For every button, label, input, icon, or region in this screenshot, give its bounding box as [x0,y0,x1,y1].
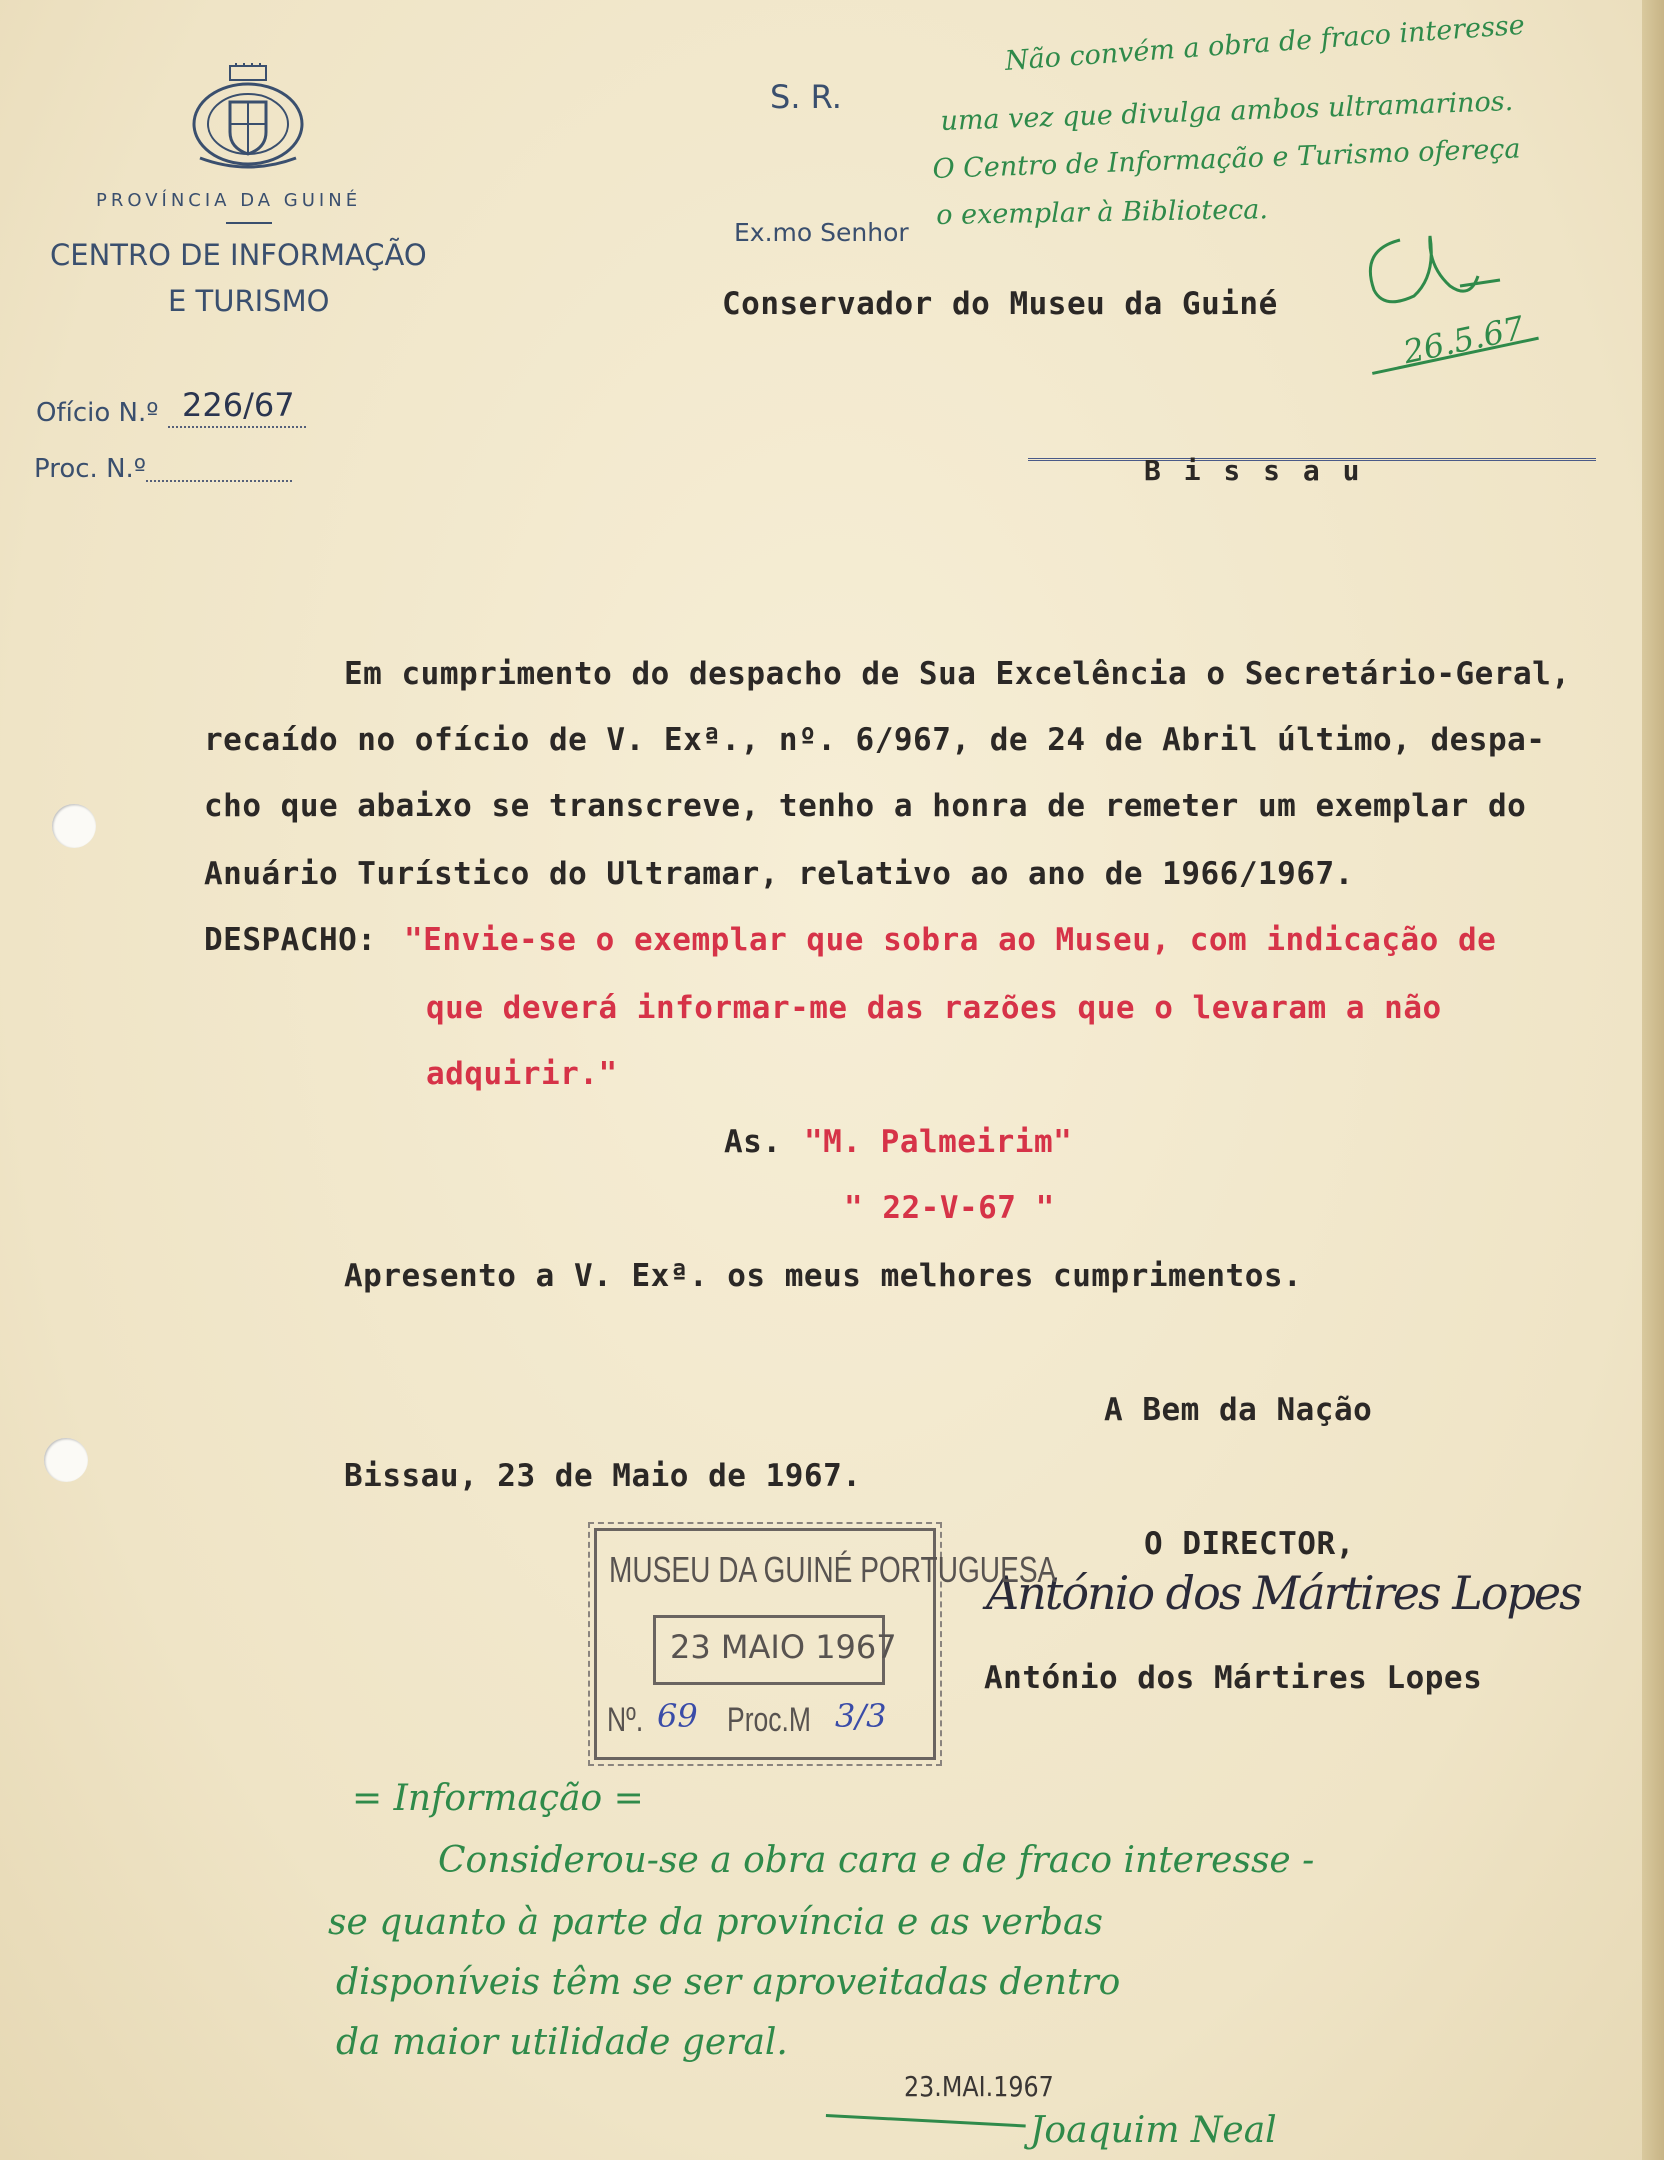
province-label: PROVÍNCIA DA GUINÉ [96,190,362,211]
bottom-signature: Joaquim Neal [1030,2110,1277,2151]
annotation-top-date: 26.5.67 [1400,308,1528,372]
stamp-proc-value: 3/3 [835,1697,887,1735]
despacho-line1: "Envie-se o exemplar que sobra ao Museu, com indicação de [404,922,1497,958]
oficio-number: 226/67 [182,386,295,424]
as-date: " 22-V-67 " [844,1190,1055,1226]
oficio-label: Ofício N.º [36,398,159,428]
exmo-label: Ex.mo Senhor [734,218,909,247]
proc-dotline [146,454,292,482]
despacho-line3: adquirir." [426,1056,618,1092]
annotation-top-line2: uma vez que divulga ambos ultramarinos. [940,86,1514,137]
annotation-bottom-line4: da maior utilidade geral. [336,2022,788,2063]
despacho-label: DESPACHO: [204,922,377,958]
centre-name-line2: E TURISMO [168,284,330,318]
stamp-museum: MUSEU DA GUINÉ PORTUGUESA [609,1549,1057,1590]
director-name: António dos Mártires Lopes [984,1660,1483,1696]
paper-edge [1642,0,1664,2160]
centre-name-line1: CENTRO DE INFORMAÇÃO [50,238,427,272]
body-line4: Anuário Turístico do Ultramar, relativo ao ano de 1966/1967. [204,856,1354,892]
body-line1: Em cumprimento do despacho de Sua Excelência o Secretário-Geral, [344,656,1571,692]
annotation-bottom-heading: = Informação = [352,1778,644,1819]
body-line2: recaído no ofício de V. Exª., nº. 6/967, de 24 de Abril último, despa- [204,722,1546,758]
proc-label: Proc. N.º [34,454,147,484]
annotation-top-line4: o exemplar à Biblioteca. [936,194,1269,231]
stamp-n-label: Nº. [607,1701,644,1739]
stamp-proc-label: Proc.M [727,1701,811,1739]
place-date: Bissau, 23 de Maio de 1967. [344,1458,862,1494]
as-label: As. [724,1124,782,1160]
city: B i s s a u [1144,454,1363,487]
body-line3: cho que abaixo se transcreve, tenho a honra de remeter um exemplar do [204,788,1527,824]
salutation: A Bem da Nação [1104,1392,1373,1428]
director-signature: António dos Mártires Lopes [986,1566,1581,1620]
closing-line: Apresento a V. Exª. os meus melhores cumprimentos. [344,1258,1303,1294]
crest-icon [186,62,310,174]
stamp-date: 23 MAIO 1967 [670,1628,897,1666]
annotation-bottom-line2: se quanto à parte da província e as verbas [328,1902,1103,1943]
director-title: O DIRECTOR, [1144,1526,1355,1562]
sr-label: S. R. [770,78,842,116]
header-divider [226,222,272,224]
date-stamp-bottom: 23.MAI.1967 [904,2070,1054,2103]
as-name: "M. Palmeirim" [804,1124,1073,1160]
stamp-date-box [653,1615,897,1685]
annotation-bottom-line3: disponíveis têm se ser aproveitadas dentro [336,1962,1121,2003]
museum-stamp [594,1528,1057,1760]
punch-hole-top [52,804,96,848]
annotation-top-line1: Não convém a obra de fraco interesse [1004,9,1526,77]
punch-hole-bottom [44,1438,88,1482]
annotation-bottom-line1: Considerou-se a obra cara e de fraco interesse - [438,1840,1315,1881]
recipient: Conservador do Museu da Guiné [722,286,1278,322]
despacho-line2: que deverá informar-me das razões que o levaram a não [426,990,1442,1026]
stamp-n-value: 69 [657,1697,698,1735]
annotation-top-line3: O Centro de Informação e Turismo ofereça [932,133,1522,185]
oficio-dotline [168,386,306,428]
